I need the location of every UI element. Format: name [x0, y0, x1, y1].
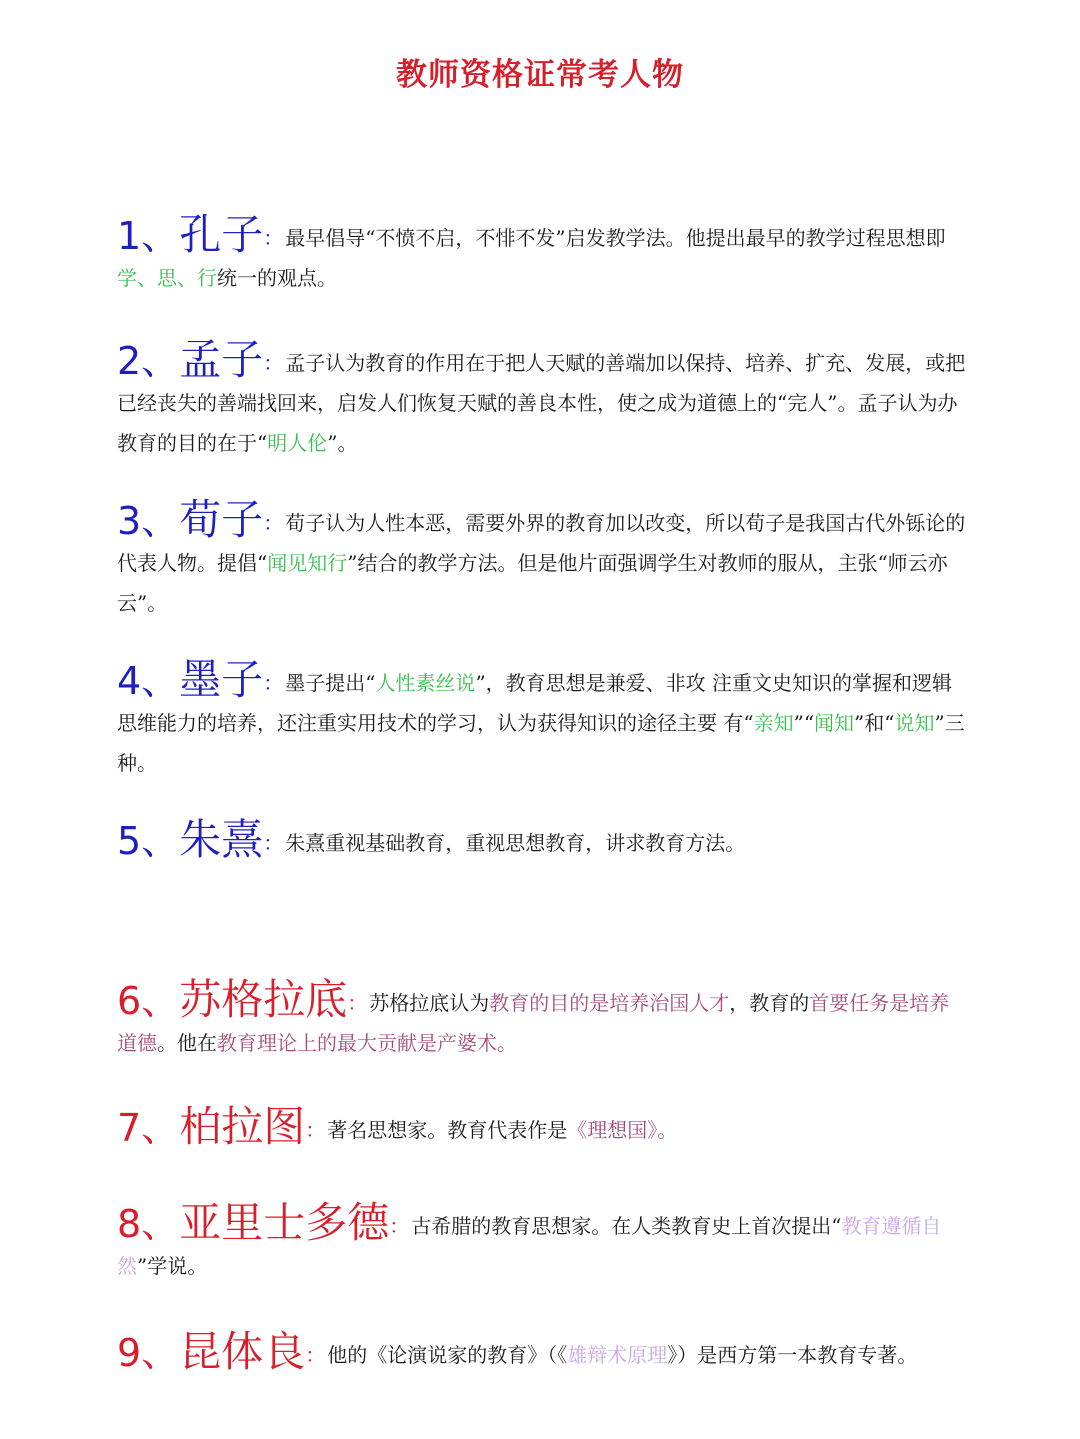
entry-index: 8、 — [117, 1202, 180, 1246]
entry-text: 著名思想家。教育代表作是 — [327, 1118, 568, 1142]
entry-socrates — [117, 975, 969, 1063]
entry-colon: ： — [263, 226, 284, 250]
entry-name: 孔子 — [179, 210, 264, 259]
entry-text: 荀子认为人性本恶，需要外界的教育加以改变，所以荀子是我国古代外铄论的代表人物。提倡“ — [117, 511, 966, 575]
entry-name: 亚里士多德 — [179, 1198, 390, 1247]
entry-text: 统一的观点。 — [217, 266, 337, 290]
entry-name: 荀子 — [179, 495, 264, 544]
highlight-text: 亲知 — [753, 711, 794, 735]
page-title: 教师资格证常考人物 — [396, 57, 684, 93]
entry-text: 朱熹重视基础教育，重视思想教育，讲求教育方法。 — [285, 831, 746, 855]
entry-text: 》）是西方第一本教育专著。 — [667, 1343, 918, 1367]
entry-name: 朱熹 — [179, 815, 264, 864]
entry-text: 古希腊的教育思想家。在人类教育史上首次提出“ — [411, 1214, 842, 1238]
entry-mencius — [117, 335, 969, 463]
highlight-text: 教育遵循自然 — [117, 1214, 942, 1278]
entry-text: 。 — [497, 1031, 517, 1055]
highlight-text: 首要任务是培养道德 — [117, 991, 950, 1055]
entry-text: 孟子认为教育的作用在于把人天赋的善端加以保持、培养、扩充、发展，或把已经丧失的善端找回来，启发人们恢复天赋的善良本性，使之成为道德上的“完人”。孟子认为办教育的目的在于“ — [117, 351, 966, 455]
entry-text: ”和“ — [854, 711, 895, 735]
entry-text: 最早倡导“不愤不启，不悱不发”启发教学法。他提出最早的教学过程思想即 — [285, 226, 946, 250]
entry-colon: ： — [389, 1214, 410, 1238]
entry-text: 苏格拉底认为 — [369, 991, 490, 1015]
entry-index: 6、 — [117, 979, 180, 1023]
highlight-text: 《理想国》 — [567, 1118, 658, 1142]
entry-text: ”学说。 — [137, 1254, 208, 1278]
entry-name: 昆体良 — [179, 1327, 306, 1376]
entry-text: ”。 — [327, 431, 358, 455]
highlight-text: 雄辩术原理 — [567, 1343, 668, 1367]
highlight-text: 教育的目的是培养治国人才 — [489, 991, 730, 1015]
entry-index: 5、 — [117, 819, 180, 863]
entry-text: 。他在 — [157, 1031, 217, 1055]
highlight-text: 闻见知行 — [267, 551, 348, 575]
highlight-text: 明人伦 — [267, 431, 328, 455]
entry-colon: ： — [263, 671, 284, 695]
entry-quintilian — [117, 1327, 969, 1376]
entry-index: 4、 — [117, 659, 180, 703]
entry-mozi — [117, 655, 969, 783]
highlight-text: 人性素丝说 — [375, 671, 476, 695]
highlight-text: 闻知 — [814, 711, 855, 735]
entry-colon: ： — [263, 511, 284, 535]
entry-confucius — [117, 210, 969, 298]
entry-index: 9、 — [117, 1331, 180, 1375]
entry-name: 苏格拉底 — [179, 975, 348, 1024]
entry-text: ”三种。 — [117, 711, 965, 775]
entry-index: 1、 — [117, 214, 180, 258]
entry-index: 3、 — [117, 499, 180, 543]
entry-plato — [117, 1102, 969, 1151]
highlight-text: 教育理论上的最大贡献是产婆术 — [217, 1031, 497, 1055]
entry-index: 7、 — [117, 1106, 180, 1150]
entry-text: 。 — [657, 1118, 678, 1142]
entry-name: 墨子 — [179, 655, 264, 704]
entry-text: ”结合的教学方法。但是他片面强调学生对教师的服从，主张“师云亦云”。 — [117, 551, 948, 615]
entry-colon: ： — [347, 991, 368, 1015]
entry-colon: ： — [263, 831, 284, 855]
entry-name: 柏拉图 — [179, 1102, 306, 1151]
highlight-text: 说知 — [894, 711, 935, 735]
entry-text: ”“ — [793, 711, 815, 735]
entry-text: 墨子提出“ — [285, 671, 376, 695]
entry-text: ，教育的 — [729, 991, 810, 1015]
entry-aristotle — [117, 1198, 969, 1286]
entry-text: 他的《论演说家的教育》（《 — [327, 1343, 568, 1367]
entry-index: 2、 — [117, 339, 180, 383]
entry-text: ”，教育思想是兼爱、非攻 注重文史知识的掌握和逻辑思维能力的培养，还注重实用技术的学习，认为获得知识的途径主要 有“ — [117, 671, 953, 735]
entry-colon: ： — [305, 1343, 326, 1367]
entry-zhuxi — [117, 815, 969, 864]
entry-colon: ： — [305, 1118, 326, 1142]
entry-xunzi — [117, 495, 969, 623]
highlight-text: 学、思、行 — [117, 266, 217, 290]
entry-name: 孟子 — [179, 335, 264, 384]
entry-colon: ： — [263, 351, 284, 375]
